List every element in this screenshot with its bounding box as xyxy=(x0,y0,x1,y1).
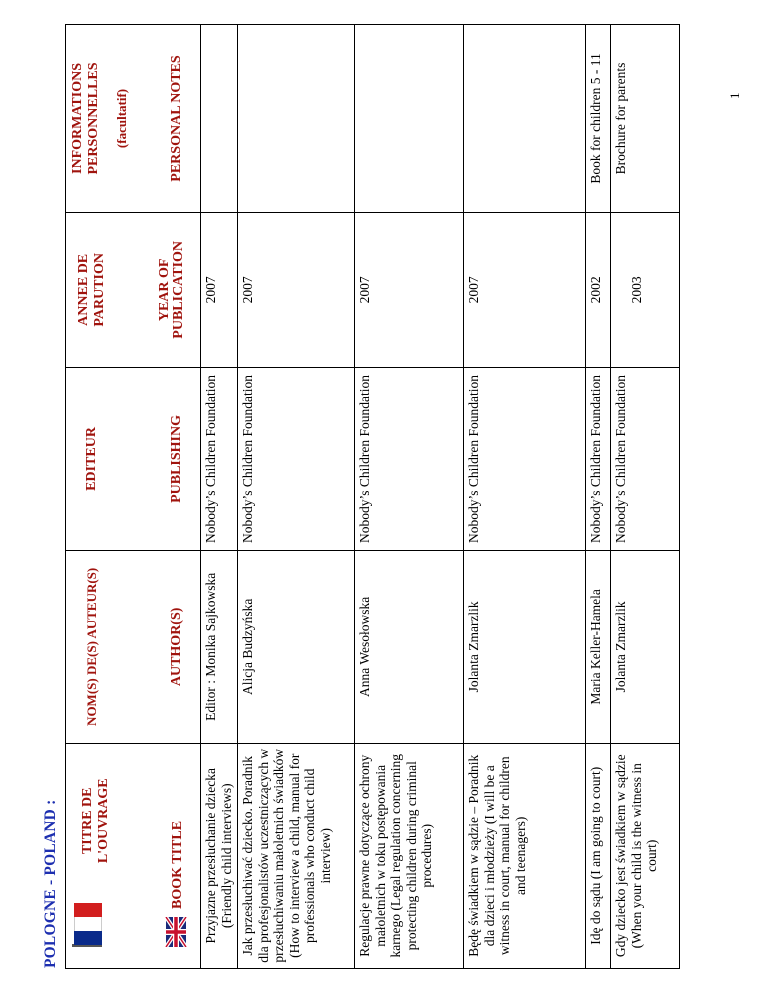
header-publishing xyxy=(66,367,201,550)
cell-author: Jolanta Zmarzlik xyxy=(464,551,586,743)
cell-publisher: Nobody’s Children Foundation xyxy=(355,367,464,550)
header-year xyxy=(66,212,201,367)
header-year-fr: ANNEE DE PARUTION xyxy=(76,253,107,327)
table-row xyxy=(355,25,464,969)
cell-title: Gdy dziecko jest świadkiem w sądzie (When your child is the witness in court) xyxy=(611,743,680,968)
cell-notes: Brochure for parents xyxy=(611,25,680,213)
header-notes-fr: INFORMATIONS PERSONNELLES xyxy=(70,62,101,175)
french-flag-icon xyxy=(74,903,102,945)
cell-title: Będę świadkiem w sądzie – Poradnik dla dzieci i młodzieży (I will be a witness in court, manual for children and teenagers) xyxy=(464,743,586,968)
cell-notes xyxy=(464,25,586,213)
cell-year: 2007 xyxy=(355,212,464,367)
cell-publisher: Nobody’s Children Foundation xyxy=(238,367,355,550)
page-number: 1 xyxy=(727,92,742,99)
cell-publisher: Nobody’s Children Foundation xyxy=(586,367,611,550)
table-header-row xyxy=(66,25,201,969)
cell-publisher: Nobody’s Children Foundation xyxy=(201,367,238,550)
cell-notes xyxy=(355,25,464,213)
cell-year: 2007 xyxy=(201,212,238,367)
header-notes-fr-sub: (facultatif) xyxy=(114,88,129,149)
book-table xyxy=(65,24,680,969)
table-row xyxy=(611,25,680,969)
union-jack-icon xyxy=(165,917,187,947)
cell-author: Jolanta Zmarzlik xyxy=(611,551,680,743)
header-notes xyxy=(66,25,201,213)
table-row xyxy=(238,25,355,969)
header-year-en: YEAR OF PUBLICATION xyxy=(157,240,186,339)
cell-notes: Book for children 5 - 11 xyxy=(586,25,611,213)
cell-title: Idę do sądu (I am going to court) xyxy=(586,743,611,968)
header-title xyxy=(66,743,201,968)
cell-publisher: Nobody’s Children Foundation xyxy=(611,367,680,550)
header-authors-en: AUTHOR(S) xyxy=(169,607,184,687)
cell-title: Jak przesłuchiwać dziecko. Poradnik dla profesjonalistów uczestniczących w przesłuchiwaniu małoletnich świadków (How to interview a child, manual for professionals who conduct child interview) xyxy=(238,743,355,968)
cell-year: 2002 xyxy=(586,212,611,367)
country-heading: POLOGNE - POLAND : xyxy=(42,799,59,968)
cell-author: Anna Wesołowska xyxy=(355,551,464,743)
header-authors-fr: NOM(S) DE(S) AUTEUR(S) xyxy=(84,567,99,726)
cell-publisher: Nobody’s Children Foundation xyxy=(464,367,586,550)
cell-notes xyxy=(238,25,355,213)
cell-author: Maria Keller-Hamela xyxy=(586,551,611,743)
cell-year: 2007 xyxy=(464,212,586,367)
header-publishing-en: PUBLISHING xyxy=(169,414,184,503)
cell-title: Przyjazne przesłuchanie dziecka (Friendly child interviews) xyxy=(201,743,238,968)
cell-year: 2003 xyxy=(611,212,680,367)
table-row xyxy=(586,25,611,969)
cell-author: Editor : Monika Sajkowska xyxy=(201,551,238,743)
cell-year: 2007 xyxy=(238,212,355,367)
table-row xyxy=(464,25,586,969)
cell-title: Regulacje prawne dotyczące ochrony małoletnich w toku postępowania karnego (Legal regulation concerning protecting children during criminal procedures) xyxy=(355,743,464,968)
header-notes-en: PERSONAL NOTES xyxy=(169,55,184,182)
header-authors xyxy=(66,551,201,743)
header-title-fr: TITRE DE L'OUVRAGE xyxy=(80,778,111,864)
cell-author: Alicja Budzyńska xyxy=(238,551,355,743)
header-title-en: BOOK TITLE xyxy=(170,820,185,909)
header-publishing-fr: EDITEUR xyxy=(84,427,99,491)
cell-notes xyxy=(201,25,238,213)
table-row xyxy=(201,25,238,969)
